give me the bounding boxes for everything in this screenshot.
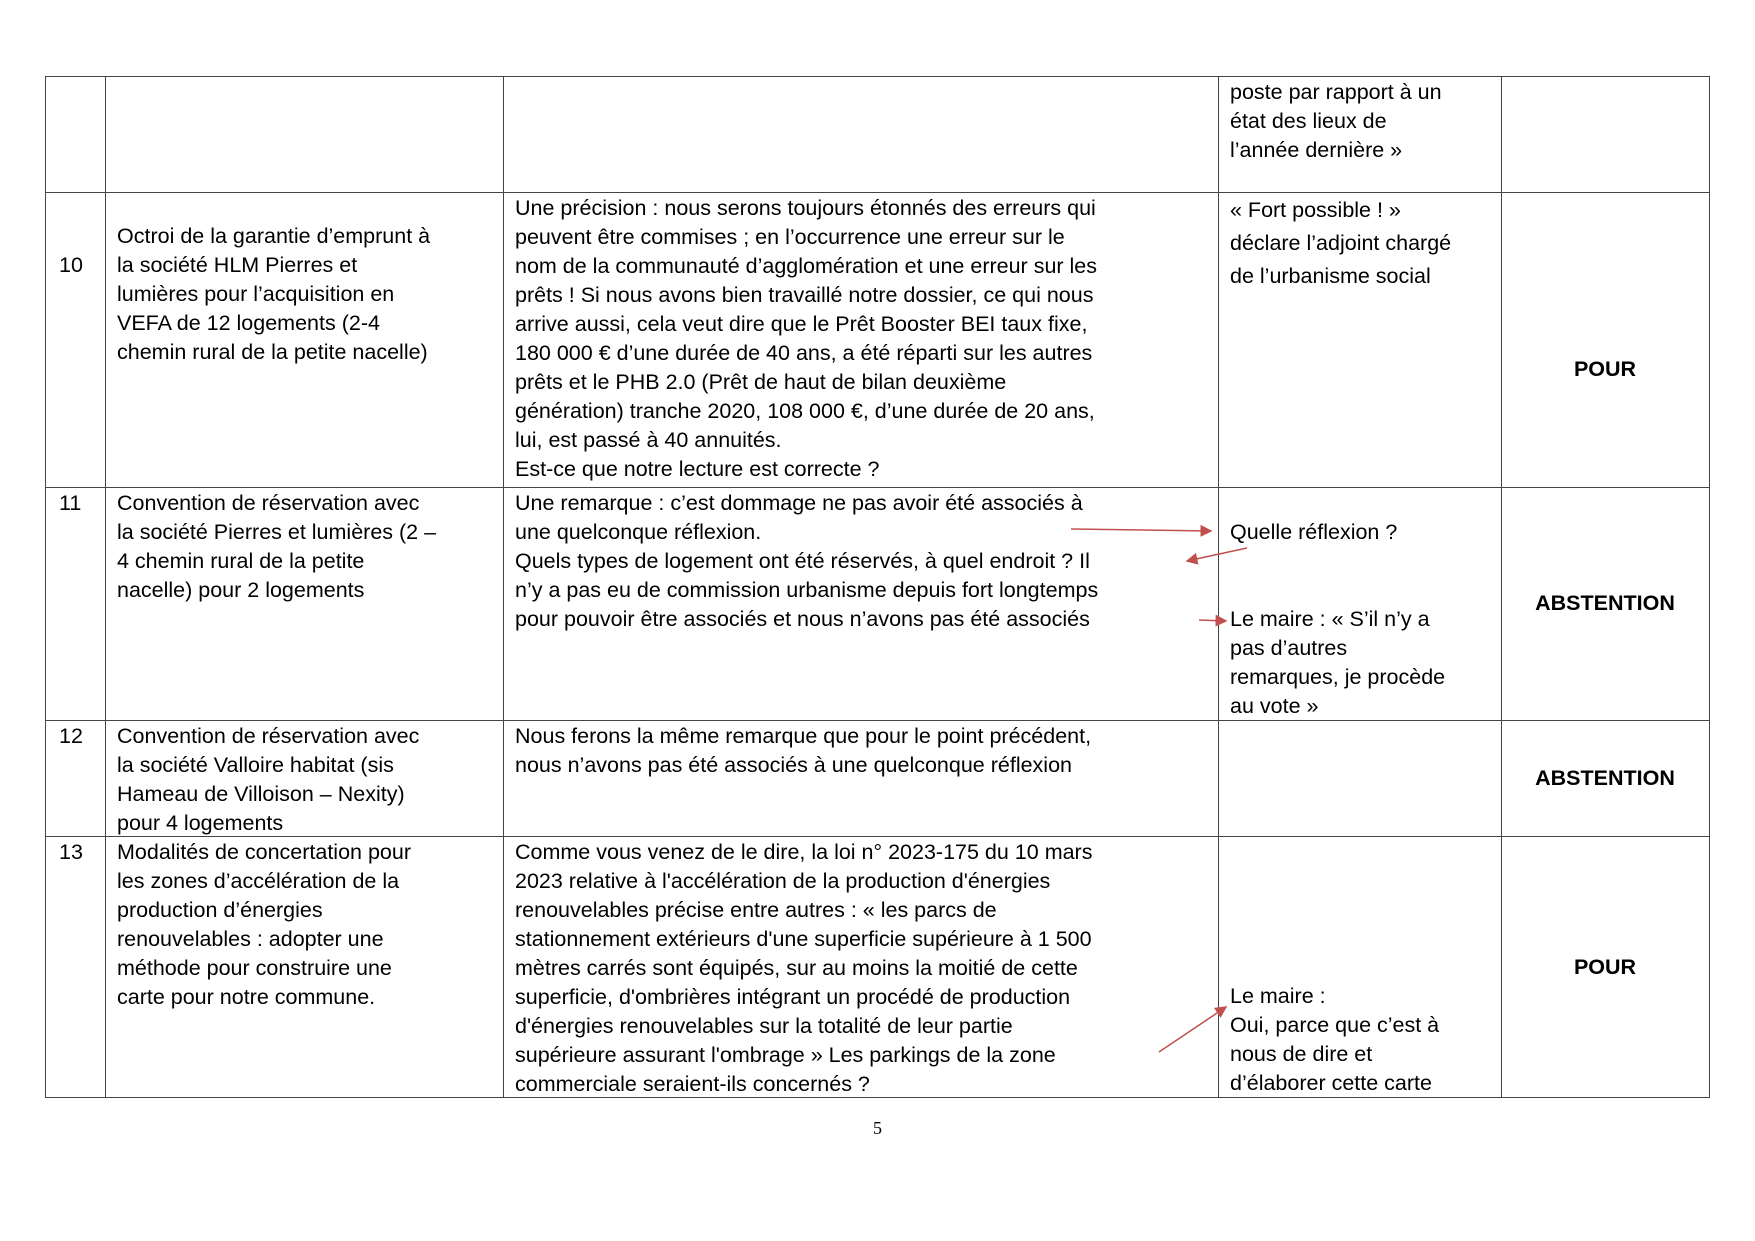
text-line: superficie, d'ombrières intégrant un procédé de production	[515, 985, 1071, 1009]
text-line: nous de dire et	[1230, 1042, 1373, 1066]
vote-result: POUR	[1573, 357, 1637, 381]
text-line: stationnement extérieurs d'une superficie supérieure à 1 500	[515, 927, 1092, 951]
page-number: 5	[873, 1118, 882, 1138]
vote-result: POUR	[1573, 955, 1637, 979]
text-line: la société HLM Pierres et	[117, 253, 358, 277]
item-number: 11	[59, 491, 82, 515]
comment-cell	[515, 194, 1097, 484]
table-rule	[503, 76, 504, 1097]
text-line: peuvent être commises ; en l’occurrence une erreur sur le	[515, 225, 1065, 249]
text-line: génération) tranche 2020, 108 000 €, d’une durée de 20 ans,	[515, 399, 1095, 423]
item-number: 12	[59, 724, 83, 748]
text-line: Le maire :	[1230, 984, 1326, 1008]
text-line: une quelconque réflexion.	[515, 520, 762, 544]
text-line: l’année dernière »	[1230, 138, 1403, 162]
text-line: méthode pour construire une	[117, 956, 392, 980]
text-line: Hameau de Villoison – Nexity)	[117, 782, 405, 806]
text-line: commerciale seraient-ils concernés ?	[515, 1072, 870, 1096]
text-line: renouvelables : adopter une	[117, 927, 384, 951]
text-line: chemin rural de la petite nacelle)	[117, 340, 428, 364]
reply-cell	[1230, 78, 1442, 165]
text-line: d'énergies renouvelables sur la totalité de leur partie	[515, 1014, 1013, 1038]
subject-cell	[117, 222, 430, 367]
table-rule	[45, 192, 1710, 193]
text-line: mètres carrés sont équipés, sur au moins la moitié de cette	[515, 956, 1078, 980]
text-line: Une précision : nous serons toujours étonnés des erreurs qui	[515, 196, 1096, 220]
text-line: Une remarque : c’est dommage ne pas avoir été associés à	[515, 491, 1083, 515]
subject-cell	[117, 722, 419, 838]
text-line: pas d’autres	[1230, 636, 1348, 660]
table-rule	[1218, 76, 1219, 1097]
table-rule	[45, 720, 1710, 721]
reply-question	[1230, 518, 1397, 547]
text-line: nom de la communauté d’agglomération et une erreur sur les	[515, 254, 1098, 278]
item-number: 13	[59, 840, 83, 864]
reply-cell	[1230, 982, 1439, 1098]
item-number: 10	[59, 253, 83, 277]
table-rule	[1501, 76, 1502, 1097]
text-line: n’y a pas eu de commission urbanisme depuis fort longtemps	[515, 578, 1099, 602]
text-line: VEFA de 12 logements (2-4	[117, 311, 380, 335]
text-line: 2023 relative à l'accélération de la production d'énergies	[515, 869, 1051, 893]
text-line: carte pour notre commune.	[117, 985, 376, 1009]
text-line: Convention de réservation avec	[117, 491, 420, 515]
text-line: nous n’avons pas été associés à une quelconque réflexion	[515, 753, 1072, 777]
text-line: poste par rapport à un	[1230, 80, 1442, 104]
text-line: Quelle réflexion ?	[1230, 520, 1398, 544]
vote-result: ABSTENTION	[1535, 591, 1675, 615]
text-line: Nous ferons la même remarque que pour le point précédent,	[515, 724, 1092, 748]
text-line: pour 4 logements	[117, 811, 284, 835]
arrow-icon	[1199, 620, 1226, 621]
text-line: 4 chemin rural de la petite	[117, 549, 365, 573]
subject-cell	[117, 838, 411, 1012]
text-line: pour pouvoir être associés et nous n’avons pas été associés	[515, 607, 1090, 631]
text-line: 180 000 € d’une durée de 40 ans, a été réparti sur les autres	[515, 341, 1093, 365]
subject-cell	[117, 489, 436, 605]
table-rule	[45, 487, 1710, 488]
text-line: production d’énergies	[117, 898, 323, 922]
text-line: lumières pour l’acquisition en	[117, 282, 395, 306]
vote-result: ABSTENTION	[1535, 766, 1675, 790]
reply-cell	[1230, 605, 1445, 721]
text-line: Convention de réservation avec	[117, 724, 420, 748]
text-line: nacelle) pour 2 logements	[117, 578, 365, 602]
comment-cell	[515, 722, 1091, 780]
text-line: de l’urbanisme social	[1230, 264, 1431, 288]
text-line: supérieure assurant l'ombrage » Les parkings de la zone	[515, 1043, 1056, 1067]
text-line: état des lieux de	[1230, 109, 1387, 133]
text-line: Modalités de concertation pour	[117, 840, 412, 864]
text-line: au vote »	[1230, 694, 1319, 718]
text-line: les zones d’accélération de la	[117, 869, 400, 893]
text-line: déclare l’adjoint chargé	[1230, 231, 1452, 255]
text-line: remarques, je procède	[1230, 665, 1446, 689]
comment-cell	[515, 838, 1092, 1099]
text-line: Oui, parce que c’est à	[1230, 1013, 1440, 1037]
text-line: prêts et le PHB 2.0 (Prêt de haut de bilan deuxième	[515, 370, 1007, 394]
text-line: Comme vous venez de le dire, la loi n° 2023-175 du 10 mars	[515, 840, 1093, 864]
text-line: renouvelables précise entre autres : « les parcs de	[515, 898, 997, 922]
comment-cell	[515, 489, 1098, 634]
arrow-icon	[1159, 1007, 1226, 1052]
text-line: arrive aussi, cela veut dire que le Prêt Booster BEI taux fixe,	[515, 312, 1088, 336]
text-line: Octroi de la garantie d’emprunt à	[117, 224, 431, 248]
text-line: prêts ! Si nous avons bien travaillé notre dossier, ce qui nous	[515, 283, 1094, 307]
text-line: Le maire : « S’il n’y a	[1230, 607, 1430, 631]
table-rule	[1709, 76, 1710, 1097]
text-line: la société Valloire habitat (sis	[117, 753, 394, 777]
text-line: Est-ce que notre lecture est correcte ?	[515, 457, 880, 481]
text-line: la société Pierres et lumières (2 –	[117, 520, 437, 544]
text-line: lui, est passé à 40 annuités.	[515, 428, 782, 452]
table-rule	[45, 76, 1710, 77]
text-line: Quels types de logement ont été réservés, à quel endroit ? Il	[515, 549, 1090, 573]
table-rule	[105, 76, 106, 1097]
arrow-icon	[1187, 548, 1247, 561]
text-line: d’élaborer cette carte	[1230, 1071, 1432, 1095]
text-line: « Fort possible ! »	[1230, 198, 1401, 222]
reply-cell	[1230, 194, 1451, 293]
table-rule	[45, 76, 46, 1097]
